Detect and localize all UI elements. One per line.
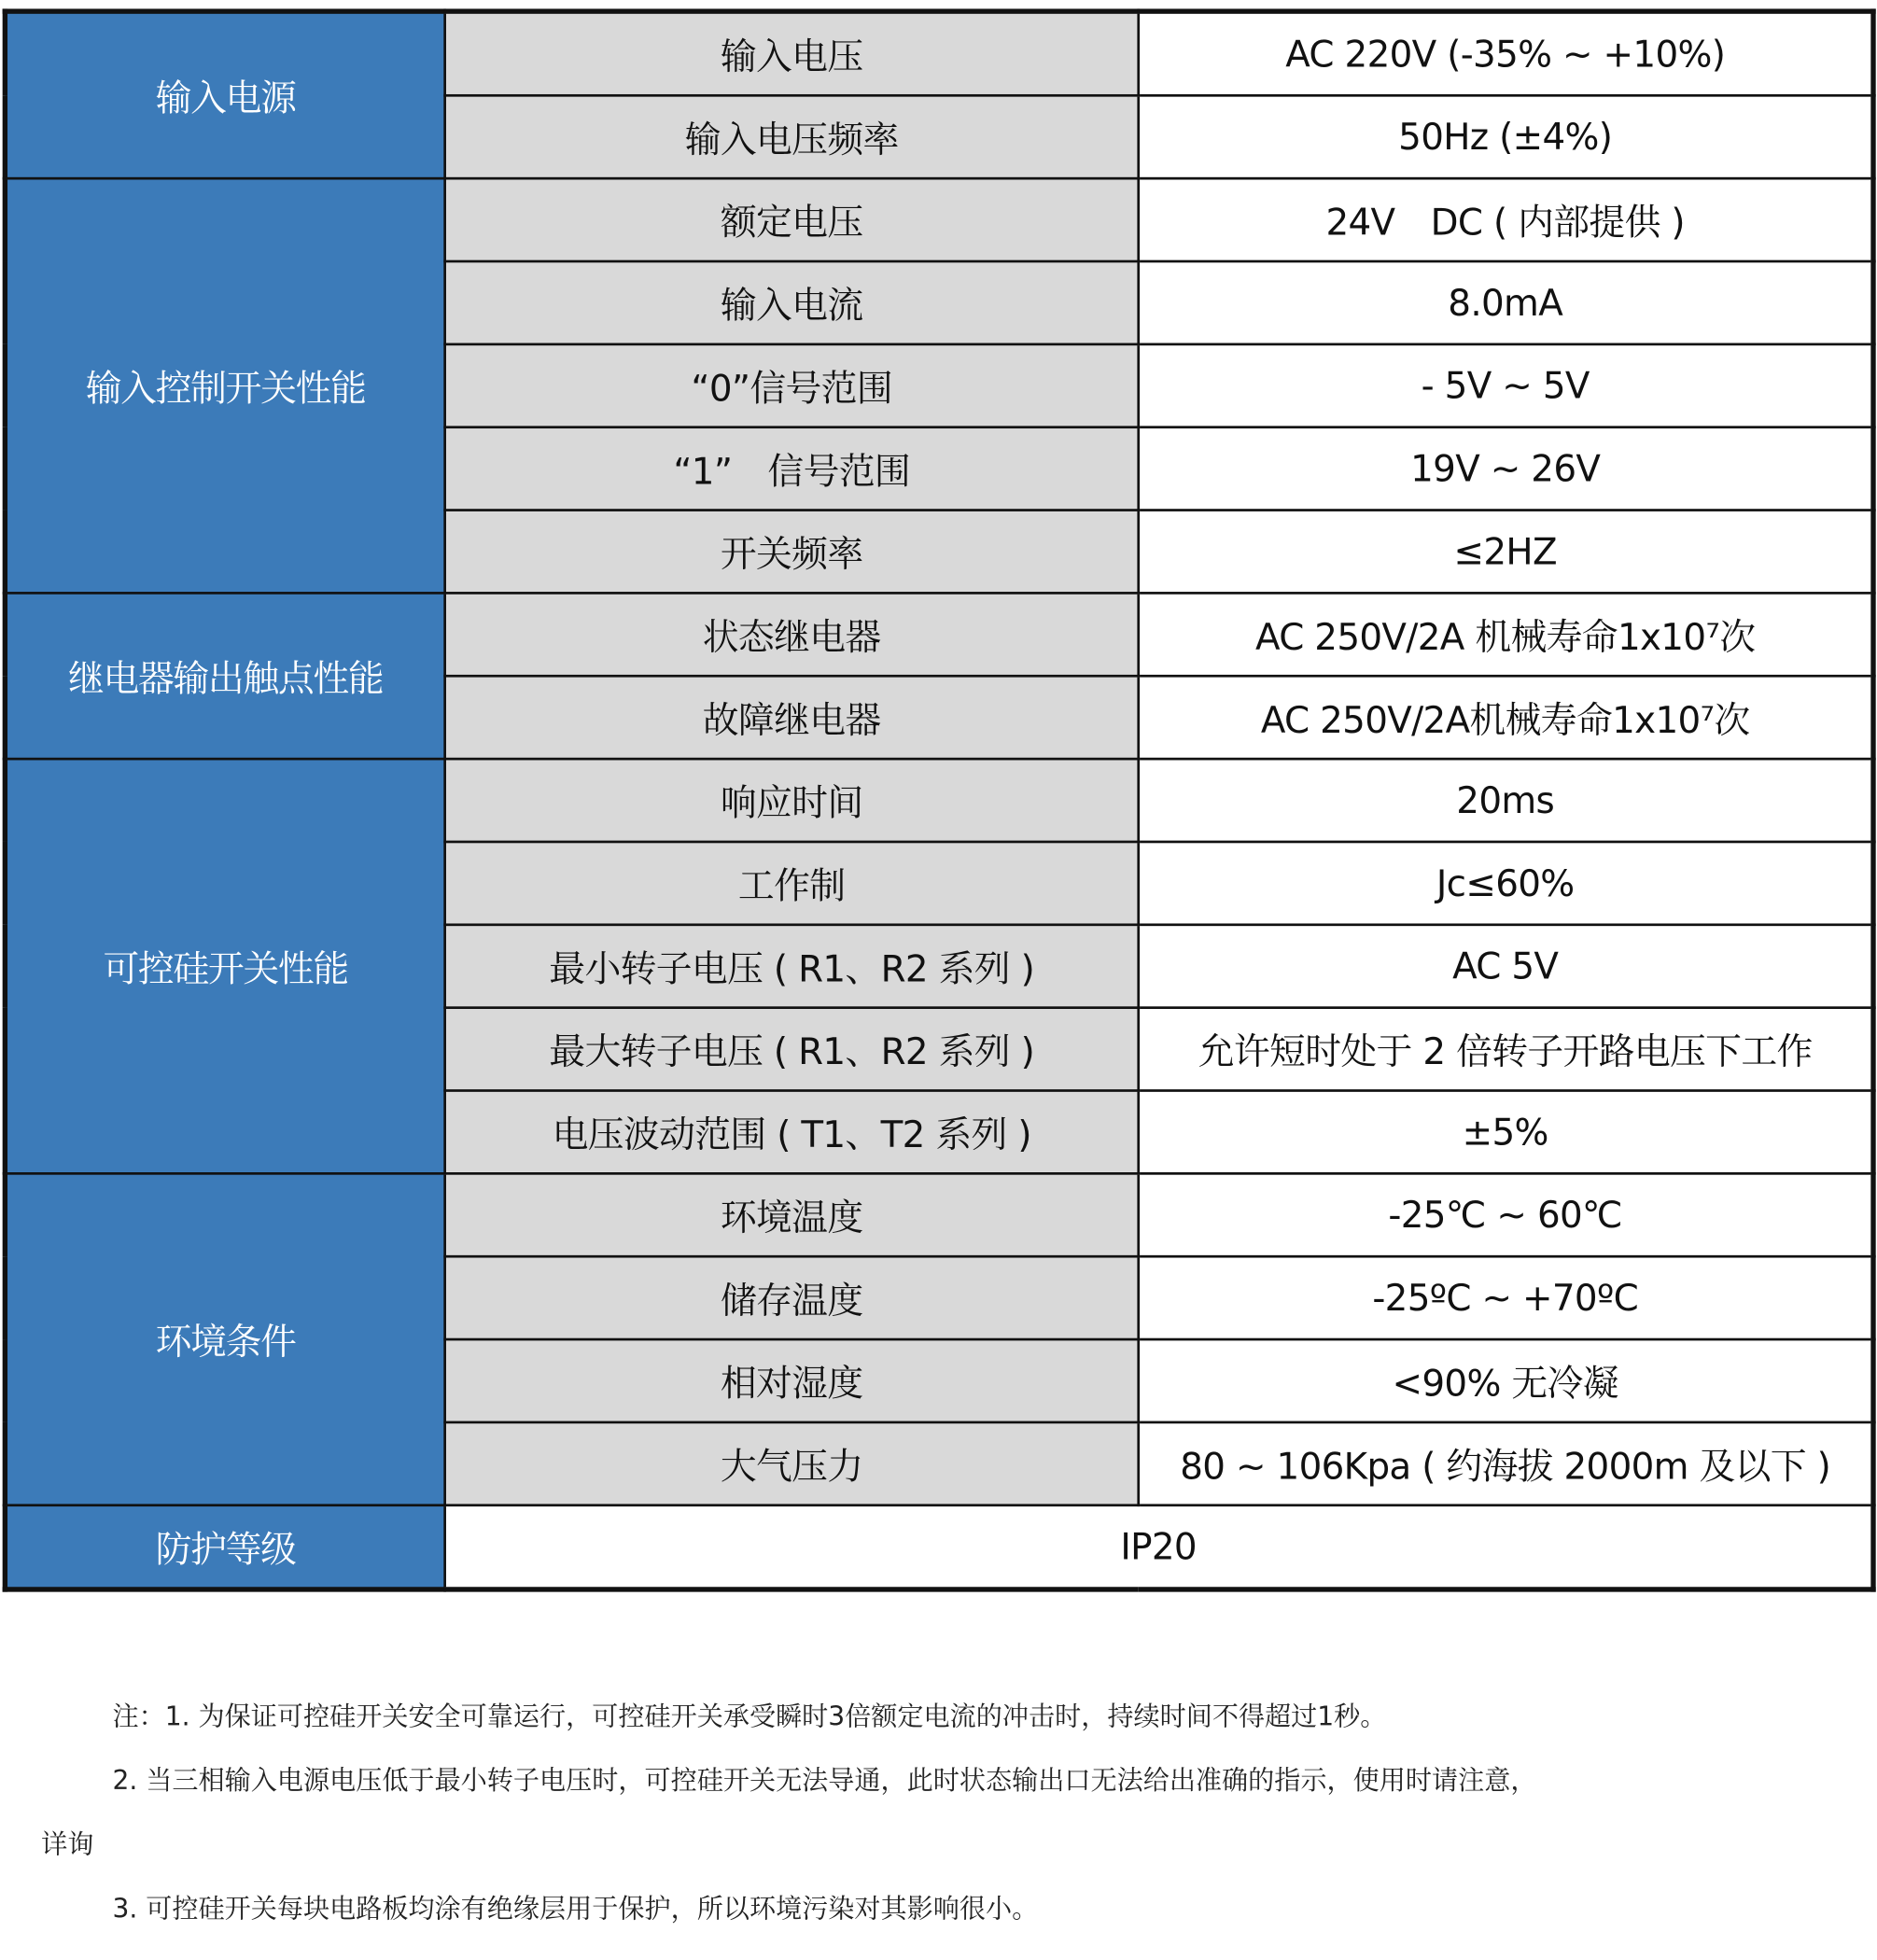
parameter-name: 工作制 [445,842,1139,925]
parameter-value: 24V DC ( 内部提供 ) [1139,178,1873,261]
parameter-name: 开关频率 [445,511,1139,594]
note-2: 2. 当三相输入电源电压低于最小转子电压时，可控硅开关无法导通，此时状态输出口无法给出准确的指示，使用时请注意， [112,1765,1537,1796]
note-2-cont: 详询 [41,1829,94,1860]
table-row [5,11,1873,95]
note-3: 3. 可控硅开关每块电路板均涂有绝缘层用于保护，所以环境污染对其影响很小。 [112,1893,1039,1925]
parameter-value: Jc≤60% [1139,842,1873,925]
parameter-name: 输入电压频率 [445,95,1139,178]
parameter-value: 允许短时处于 2 倍转子开路电压下工作 [1139,1008,1873,1091]
parameter-name: 额定电压 [445,178,1139,261]
parameter-value: ±5% [1139,1091,1873,1174]
table-row [5,593,1873,676]
parameter-value: 80 ~ 106Kpa ( 约海拔 2000m 及以下 ) [1139,1422,1873,1505]
group-label: 防护等级 [5,1505,444,1589]
table-row [5,178,1873,261]
parameter-value: -25℃ ~ 60℃ [1139,1173,1873,1256]
parameter-name: “0”信号范围 [445,344,1139,427]
table-row [5,759,1873,842]
parameter-value: AC 250V/2A机械寿命1x10⁷次 [1139,676,1873,759]
parameter-name: 大气压力 [445,1422,1139,1505]
parameter-name: 状态继电器 [445,593,1139,676]
parameter-value: -25ºC ~ +70ºC [1139,1256,1873,1339]
group-label: 可控硅开关性能 [5,759,444,1173]
parameter-name: 最大转子电压 ( R1、R2 系列 ) [445,1008,1139,1091]
parameter-name: “1” 信号范围 [445,427,1139,511]
table-row-protection [5,1505,1873,1589]
parameter-name: 环境温度 [445,1173,1139,1256]
group-label: 输入控制开关性能 [5,178,444,593]
parameter-name: 响应时间 [445,759,1139,842]
parameter-name: 最小转子电压 ( R1、R2 系列 ) [445,925,1139,1008]
parameter-value: AC 220V (-35% ~ +10%) [1139,11,1873,95]
parameter-name: 储存温度 [445,1256,1139,1339]
protection-value: IP20 [445,1505,1873,1589]
parameter-value: 20ms [1139,759,1873,842]
parameter-value: - 5V ~ 5V [1139,344,1873,427]
spec-table [3,8,1876,1591]
parameter-value: <90% 无冷凝 [1139,1339,1873,1422]
group-label: 继电器输出触点性能 [5,593,444,759]
parameter-value: ≤2HZ [1139,511,1873,594]
parameter-value: 50Hz (±4%) [1139,95,1873,178]
parameter-value: AC 5V [1139,925,1873,1008]
parameter-value: 19V ~ 26V [1139,427,1873,511]
table-row [5,1173,1873,1256]
parameter-value: 8.0mA [1139,261,1873,344]
parameter-name: 电压波动范围 ( T1、T2 系列 ) [445,1091,1139,1174]
parameter-name: 故障继电器 [445,676,1139,759]
note-1: 注：1. 为保证可控硅开关安全可靠运行，可控硅开关承受瞬时3倍额定电流的冲击时，持续时间不得超过1秒。 [112,1701,1387,1732]
group-label: 环境条件 [5,1173,444,1505]
parameter-value: AC 250V/2A 机械寿命1x10⁷次 [1139,593,1873,676]
parameter-name: 输入电压 [445,11,1139,95]
parameter-name: 相对湿度 [445,1339,1139,1422]
group-label: 输入电源 [5,11,444,178]
parameter-name: 输入电流 [445,261,1139,344]
